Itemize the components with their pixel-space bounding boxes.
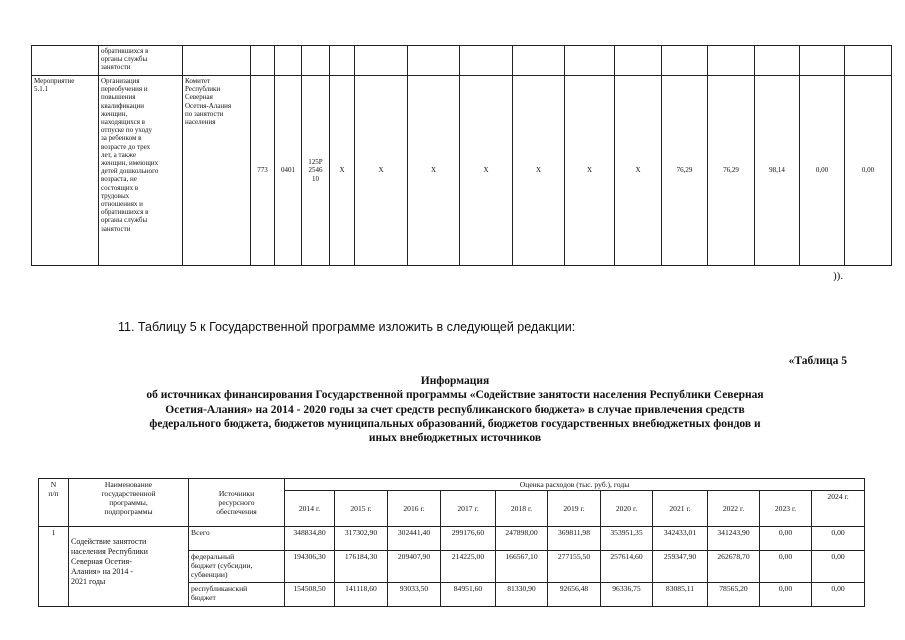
header-number: N п/п bbox=[39, 479, 69, 527]
value-cell: 83085,11 bbox=[653, 583, 708, 607]
table-row bbox=[32, 46, 892, 76]
program-activities-table bbox=[31, 45, 892, 266]
year-header: 2020 г. bbox=[601, 491, 653, 527]
rzpr-code: 0401 bbox=[275, 76, 302, 266]
year-header: 2017 г. bbox=[441, 491, 496, 527]
title-line: федерального бюджета, бюджетов муниципальных образований, бюджетов государственных внебюджетных фондов и bbox=[149, 417, 761, 430]
value-cell: Х bbox=[565, 76, 615, 266]
value-cell: 0,00 bbox=[800, 76, 845, 266]
activity-code: Мероприятие 5.1.1 bbox=[32, 76, 99, 266]
value-cell: 257614,60 bbox=[601, 551, 653, 583]
closing-quote: )). bbox=[833, 270, 844, 282]
value-cell: 342433,01 bbox=[653, 527, 708, 551]
header-estimate: Оценка расходов (тыс. руб.), годы bbox=[285, 479, 865, 491]
value-cell: 81330,90 bbox=[496, 583, 548, 607]
value-cell: 0,00 bbox=[812, 551, 865, 583]
amendment-paragraph: 11. Таблицу 5 к Государственной программе изложить в следующей редакции: bbox=[118, 320, 576, 334]
value-cell: 262678,70 bbox=[708, 551, 760, 583]
value-cell: 96336,75 bbox=[601, 583, 653, 607]
table-title bbox=[60, 374, 850, 445]
value-cell: 369811,98 bbox=[548, 527, 601, 551]
value-cell: 84951,60 bbox=[441, 583, 496, 607]
value-cell: 317302,90 bbox=[335, 527, 388, 551]
year-header: 2024 г. bbox=[812, 491, 865, 527]
value-cell: 259347,90 bbox=[653, 551, 708, 583]
previous-row-name-tail: обратившихся в органы службы занятости bbox=[99, 46, 183, 76]
value-cell: 194306,30 bbox=[285, 551, 335, 583]
value-cell: Х bbox=[513, 76, 565, 266]
header-sources: Источники ресурсного обеспечения bbox=[189, 479, 285, 527]
source-name: республиканский бюджет bbox=[189, 583, 285, 607]
value-cell: 341243,90 bbox=[708, 527, 760, 551]
value-cell: 209407,90 bbox=[388, 551, 441, 583]
value-cell: 176184,30 bbox=[335, 551, 388, 583]
value-cell: 92656,48 bbox=[548, 583, 601, 607]
year-header: 2014 г. bbox=[285, 491, 335, 527]
source-name: федеральный бюджет (субсидии, субвенции) bbox=[189, 551, 285, 583]
value-cell: Х bbox=[615, 76, 662, 266]
value-cell: 353951,35 bbox=[601, 527, 653, 551]
value-cell: Х bbox=[408, 76, 460, 266]
title-line: об источниках финансирования Государственной программы «Содействие занятости населения Республики Северная bbox=[146, 389, 764, 402]
value-cell: Х bbox=[460, 76, 513, 266]
csr-code: 125Р 2546 10 bbox=[302, 76, 330, 266]
value-cell: 299176,60 bbox=[441, 527, 496, 551]
value-cell: 166567,10 bbox=[496, 551, 548, 583]
value-cell: 0,00 bbox=[760, 583, 812, 607]
year-header: 2023 г. bbox=[760, 491, 812, 527]
value-cell: 98,14 bbox=[755, 76, 800, 266]
source-name: Всего bbox=[189, 527, 285, 551]
vr-code: Х bbox=[330, 76, 355, 266]
grbs-code: 773 bbox=[251, 76, 275, 266]
header-program-name: Наименование государственной программы, подпрограммы bbox=[69, 479, 189, 527]
value-cell: 0,00 bbox=[760, 527, 812, 551]
value-cell: 302441,40 bbox=[388, 527, 441, 551]
value-cell: 277155,50 bbox=[548, 551, 601, 583]
title-line: Информация bbox=[420, 375, 490, 387]
year-header: 2015 г. bbox=[335, 491, 388, 527]
year-header: 2018 г. bbox=[496, 491, 548, 527]
table-label: «Таблица 5 bbox=[788, 355, 847, 367]
row-number: 1 bbox=[39, 527, 69, 607]
value-cell: 348834,80 bbox=[285, 527, 335, 551]
header-row bbox=[39, 479, 865, 491]
title-line: Осетия-Алания» на 2014 - 2020 годы за счет средств республиканского бюджета» в случае привлечения средств bbox=[165, 403, 745, 416]
value-cell: 141118,60 bbox=[335, 583, 388, 607]
value-cell: 76,29 bbox=[662, 76, 708, 266]
row-program-name: Содействие занятости населения Республики Северная Осетия- Алания» на 2014 - 2021 годы bbox=[69, 527, 189, 607]
year-header: 2022 г. bbox=[708, 491, 760, 527]
value-cell: 0,00 bbox=[760, 551, 812, 583]
table-row bbox=[32, 76, 892, 266]
value-cell: 0,00 bbox=[845, 76, 892, 266]
table-row bbox=[39, 527, 865, 551]
financing-sources-table bbox=[38, 478, 865, 607]
value-cell: Х bbox=[355, 76, 408, 266]
value-cell: 247898,00 bbox=[496, 527, 548, 551]
year-header: 2016 г. bbox=[388, 491, 441, 527]
value-cell: 154508,50 bbox=[285, 583, 335, 607]
value-cell: 0,00 bbox=[812, 583, 865, 607]
value-cell: 0,00 bbox=[812, 527, 865, 551]
value-cell: 93033,50 bbox=[388, 583, 441, 607]
title-line: иных внебюджетных источников bbox=[368, 432, 542, 445]
value-cell: 214225,00 bbox=[441, 551, 496, 583]
year-header: 2021 г. bbox=[653, 491, 708, 527]
value-cell: 78565,20 bbox=[708, 583, 760, 607]
activity-executor: Комитет Республики Северная Осетия-Алания по занятости населения bbox=[183, 76, 251, 266]
activity-name: Организация переобучения и повышения квалификации женщин, находящихся в отпуске по уходу за ребенком в возрасте до трех лет, а также женщин, имеющих детей дошкольного возраста, не состоящих в трудовых отношениях и обратившихся в органы службы занятости bbox=[99, 76, 183, 266]
year-header: 2019 г. bbox=[548, 491, 601, 527]
value-cell: 76,29 bbox=[708, 76, 755, 266]
